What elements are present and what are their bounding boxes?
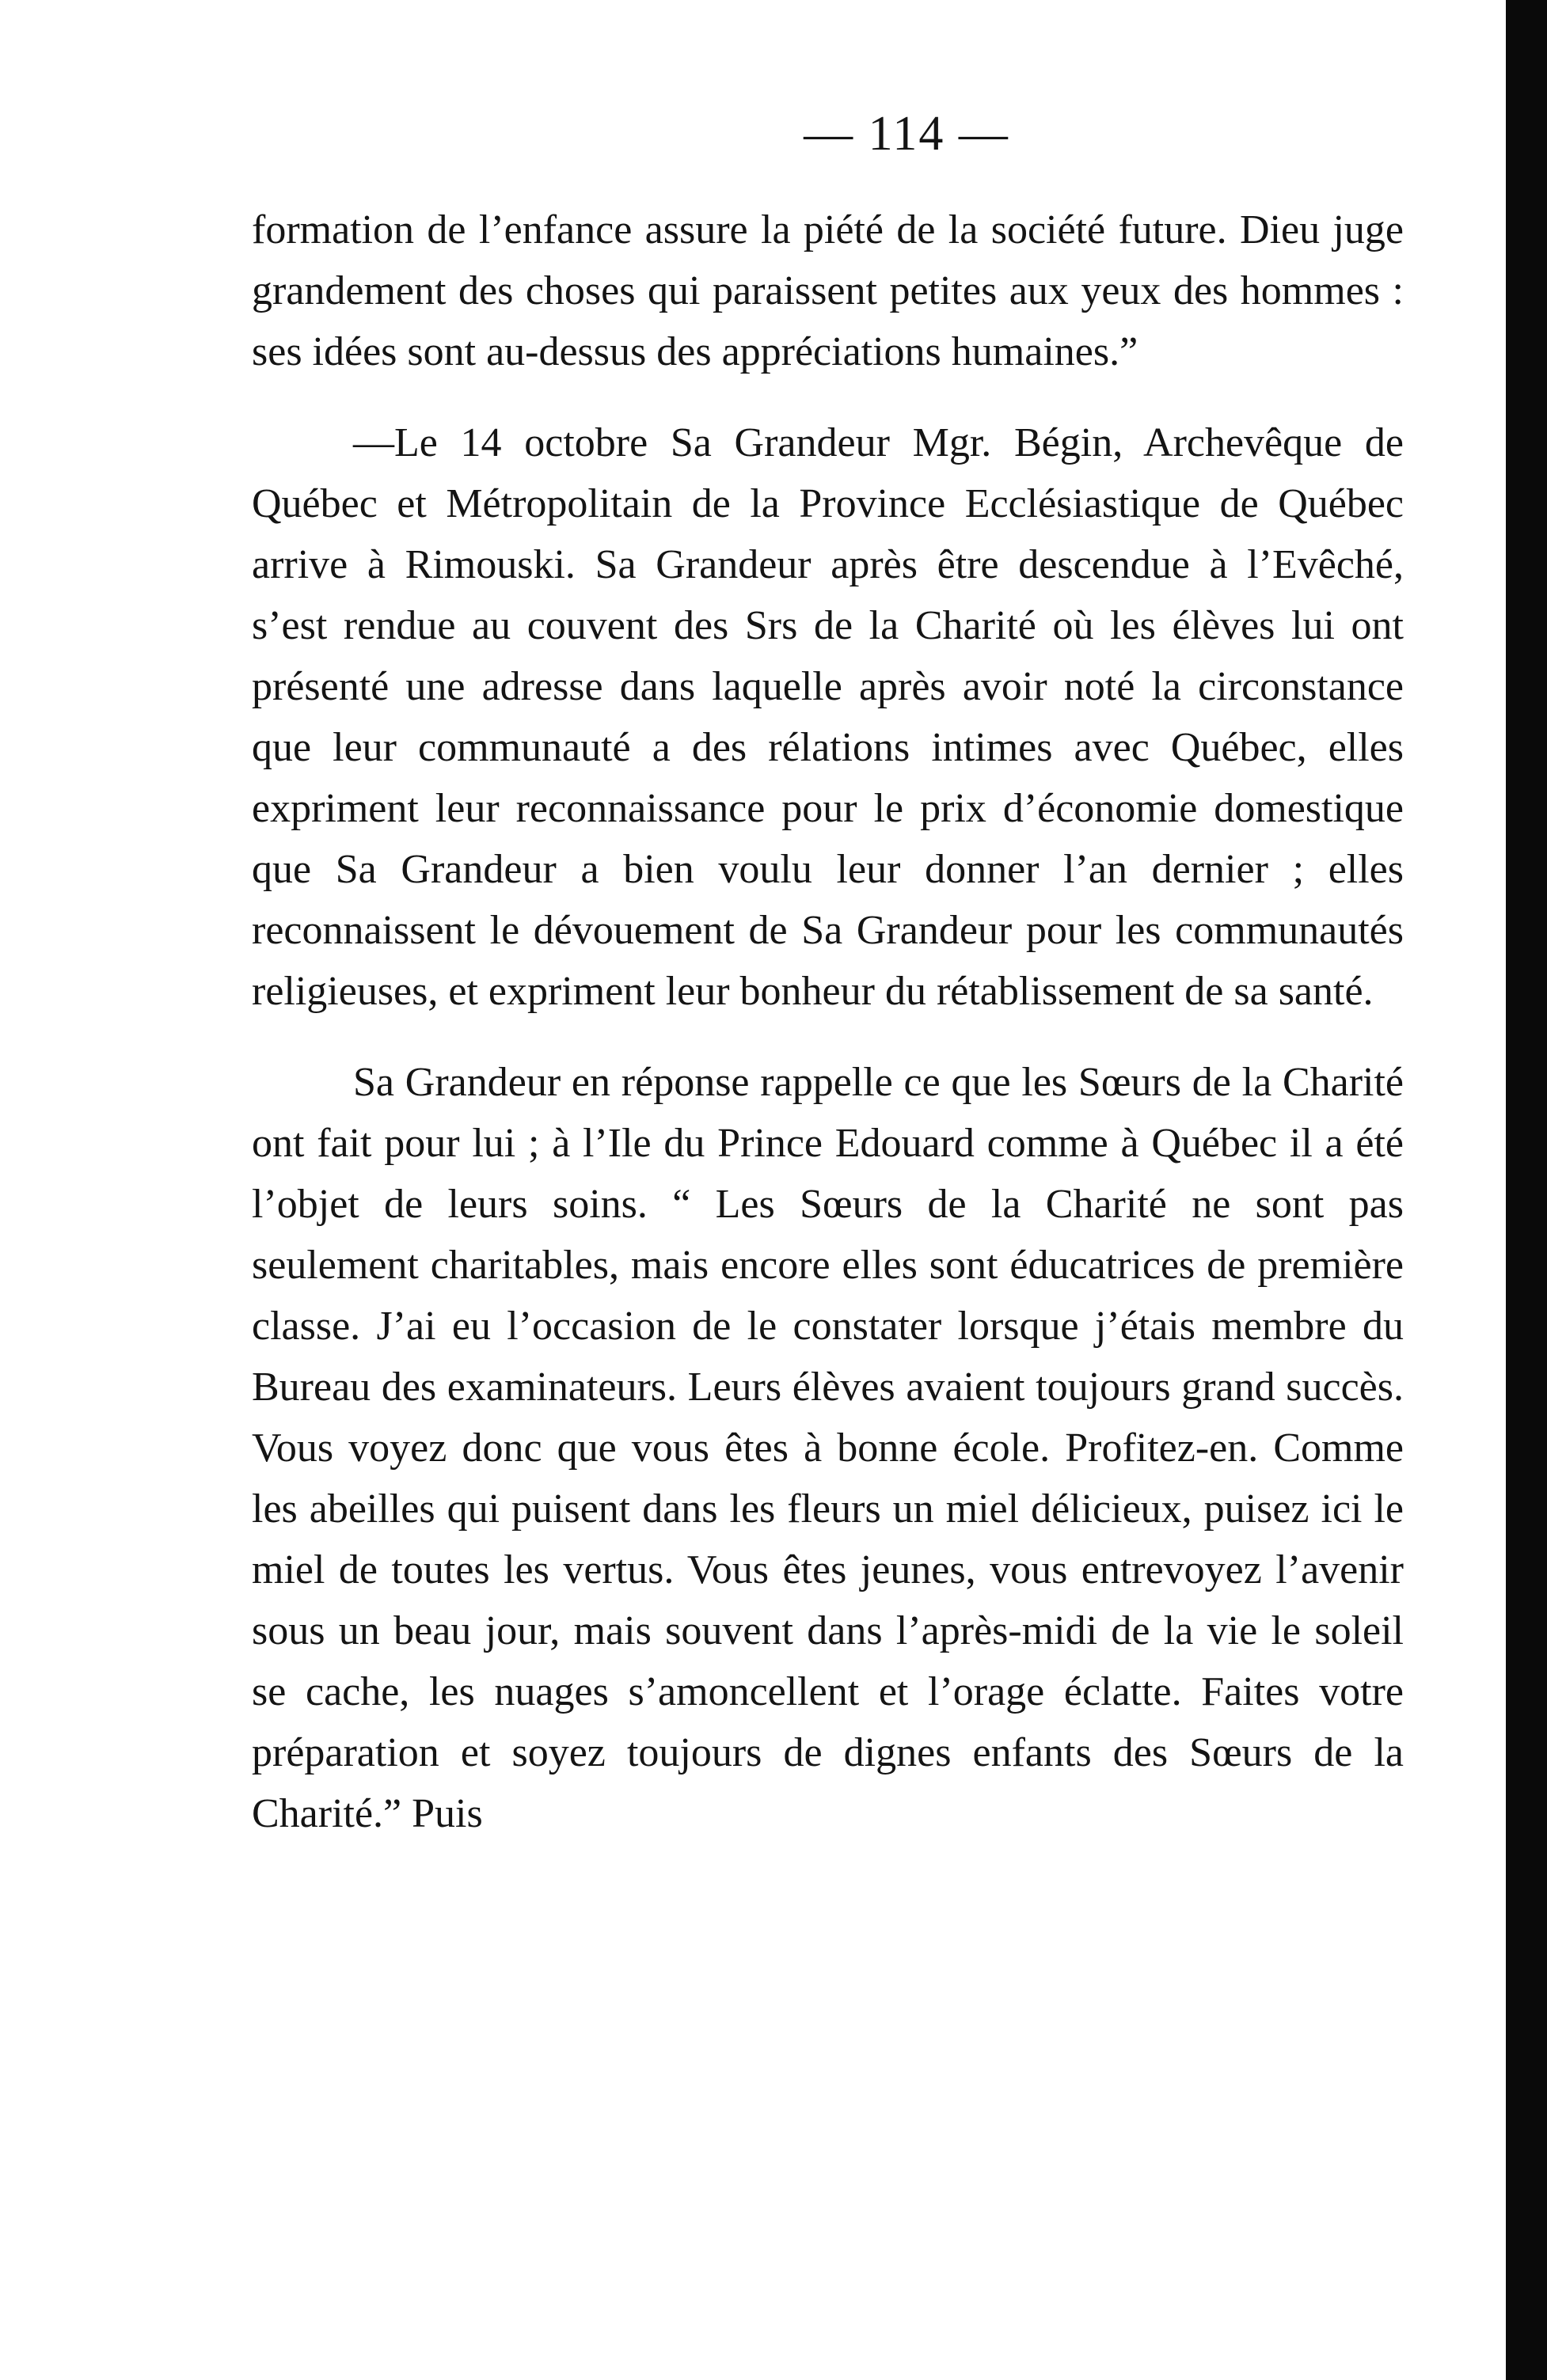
paragraph-response: Sa Grandeur en réponse rappelle ce que les Sœurs de la Charité ont fait pour lui ; à l’Ile du Prince Edouard comme à Québec il a été l’objet de leurs soins. “ Les Sœurs de la Charité ne sont pas seulement charitables, mais encore elles sont éducatrices de première classe. J’ai eu l’occasion de le constater lorsque j’étais membre du Bureau des examinateurs. Leurs élèves avaient toujours grand succès. Vous voyez donc que vous êtes à bonne école. Profitez-en. Comme les abeilles qui puisent dans les fleurs un miel délicieux, puisez ici le miel de toutes les vertus. Vous êtes jeunes, vous entrevoyez l’avenir sous un beau jour, mais souvent dans l’après-midi de la vie le soleil se cache, les nuages s’amoncellent et l’orage éclatte. Faites votre préparation et soyez toujours de dignes enfants des Sœurs de la Charité.” Puis	[252, 1060, 1404, 1836]
page-number: — 114 —	[804, 107, 1009, 161]
paragraph-archbishop-visit: —Le 14 octobre Sa Grandeur Mgr. Bégin, Archevêque de Québec et Métropolitain de la Province Ecclésiastique de Québec arrive à Rimouski. Sa Grandeur après être descendue à l’Evêché, s’est rendue au couvent des Srs de la Charité où les élèves lui ont présenté une adresse dans laquelle après avoir noté la circonstance que leur communauté a des rélations intimes avec Québec, elles expriment leur reconnaissance pour le prix d’économie domestique que Sa Grandeur a bien voulu leur donner l’an dernier ; elles reconnaissent le dévouement de Sa Grandeur pour les communautés religieuses, et expriment leur bonheur du rétablissement de sa santé.	[252, 420, 1404, 1014]
body-text	[252, 199, 1404, 1844]
paragraph-continuation: formation de l’enfance assure la piété de la société future. Dieu juge grandement des choses qui paraissent petites aux yeux des hommes : ses idées sont au-dessus des appréciations humaines.”	[252, 207, 1404, 374]
scan-edge-bar	[1506, 0, 1547, 2380]
